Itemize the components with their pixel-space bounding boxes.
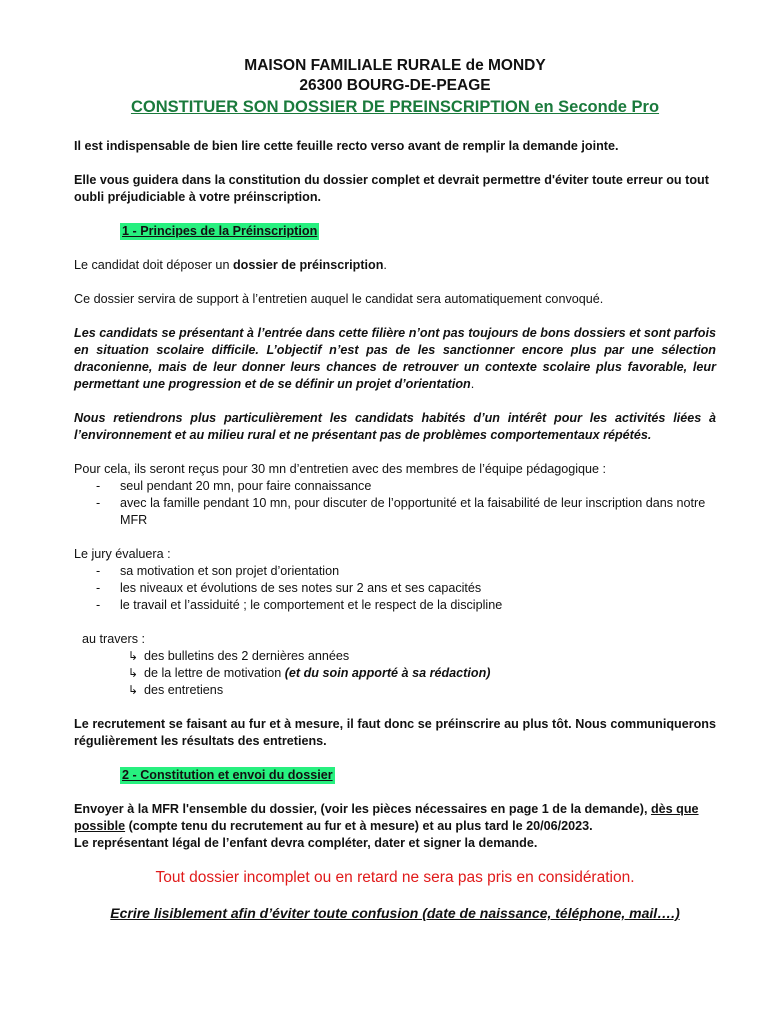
section-1-paragraph-7: au travers :: [82, 632, 145, 646]
section-1-paragraph-2: Ce dossier servira de support à l’entretien auquel le candidat sera automatiquement convoqué.: [74, 292, 604, 306]
jury-criteria-list: [74, 563, 716, 614]
intro-paragraph-1: Il est indispensable de bien lire cette feuille recto verso avant de remplir la demande jointe.: [74, 139, 619, 153]
section-1-paragraph-6: Le jury évaluera :: [74, 547, 171, 561]
warning-notice: [74, 868, 716, 888]
text-span: (et du soin apporté à sa rédaction): [284, 666, 491, 680]
list-item: [128, 648, 716, 665]
document-title: CONSTITUER SON DOSSIER DE PREINSCRIPTION en Seconde Pro: [130, 98, 660, 116]
interview-list: [74, 478, 716, 529]
legibility-instruction: Ecrire lisiblement afin d’éviter toute confusion (date de naissance, téléphone, mail….): [110, 905, 680, 921]
list-item: - seul pendant 20 mn, pour faire connaissance: [96, 478, 716, 495]
section-1-paragraph-4: Nous retiendrons plus particulièrement les candidats habités d’un intérêt pour les activités liées à l’environnement et au milieu rural et ne présentant pas de problèmes comportementaux répétés.: [74, 411, 716, 442]
list-item: - le travail et l’assiduité ; le comportement et le respect de la discipline: [96, 597, 716, 614]
section-1-paragraph-5: Pour cela, ils seront reçus pour 30 mn d’entretien avec des membres de l’équipe pédagogique :: [74, 462, 607, 476]
text-span: Envoyer à la MFR l'ensemble du dossier, (voir les pièces nécessaires en page 1 de la demande),: [74, 802, 651, 816]
dossier-emphasis: dossier de préinscription: [232, 258, 384, 272]
section-2-paragraph-2: Le représentant légal de l’enfant devra compléter, dater et signer la demande.: [74, 836, 538, 850]
text-span: (compte tenu du recrutement au fur et à mesure) et au plus tard le 20/06/2023.: [125, 819, 593, 833]
arrow-icon: ↳: [128, 649, 139, 663]
asap-underlined: dès que possible: [74, 802, 699, 833]
text-span: Les candidats se présentant à l’entrée dans cette filière n’ont pas toujours de bons dossiers et sont parfois en situation scolaire difficile. L’objectif n’est pas de les sanctionner encore plus par une sélection draconienne, mais de leur donner leurs chances de retrouver un contexte scolaire plus favorable, leur permettant une progression et de se définir un projet d’orientation: [74, 326, 716, 391]
section-2-paragraph-1: [74, 801, 716, 835]
list-item: - avec la famille pendant 10 mn, pour discuter de l’opportunité et la faisabilité de leur inscription dans notre MFR: [96, 495, 716, 529]
list-item: - sa motivation et son projet d’orientation: [96, 563, 716, 580]
text-span: des bulletins des 2 dernières années: [144, 649, 350, 663]
text-span: Tout dossier incomplet ou en retard ne sera pas pris en considération: [155, 869, 631, 886]
section-1-heading: 1 - Principes de la Préinscription: [122, 224, 318, 238]
text-span: .: [470, 377, 475, 391]
section-1-paragraph-8: Le recrutement se faisant au fur et à mesure, il faut donc se préinscrire au plus tôt. Nous communiquerons régulièrement les résultats des entretiens.: [74, 717, 716, 748]
section-1-paragraph-3: [74, 325, 716, 393]
text-span: de la lettre de motivation: [144, 666, 285, 680]
list-item: [128, 665, 716, 682]
school-name: MAISON FAMILIALE RURALE de MONDY: [244, 57, 546, 74]
section-1-heading-wrap: [74, 223, 716, 240]
arrow-icon: ↳: [128, 683, 139, 697]
text-span: Le candidat doit déposer un: [74, 258, 233, 272]
list-item: [128, 682, 716, 699]
intro-paragraph-2: Elle vous guidera dans la constitution du dossier complet et devrait permettre d'éviter toute erreur ou tout oubli préjudiciable à votre préinscription.: [74, 173, 709, 204]
text-span: .: [383, 258, 387, 272]
text-span: .: [630, 869, 635, 886]
list-item: - les niveaux et évolutions de ses notes sur 2 ans et ses capacités: [96, 580, 716, 597]
section-1-paragraph-1: [74, 257, 716, 274]
section-2-heading-wrap: [74, 767, 716, 784]
document-page: [74, 56, 716, 923]
school-address: 26300 BOURG-DE-PEAGE: [299, 77, 491, 94]
text-span: des entretiens: [144, 683, 224, 697]
arrow-icon: ↳: [128, 666, 139, 680]
evaluation-sources-list: [74, 648, 716, 699]
section-2-heading: 2 - Constitution et envoi du dossier: [122, 768, 333, 782]
